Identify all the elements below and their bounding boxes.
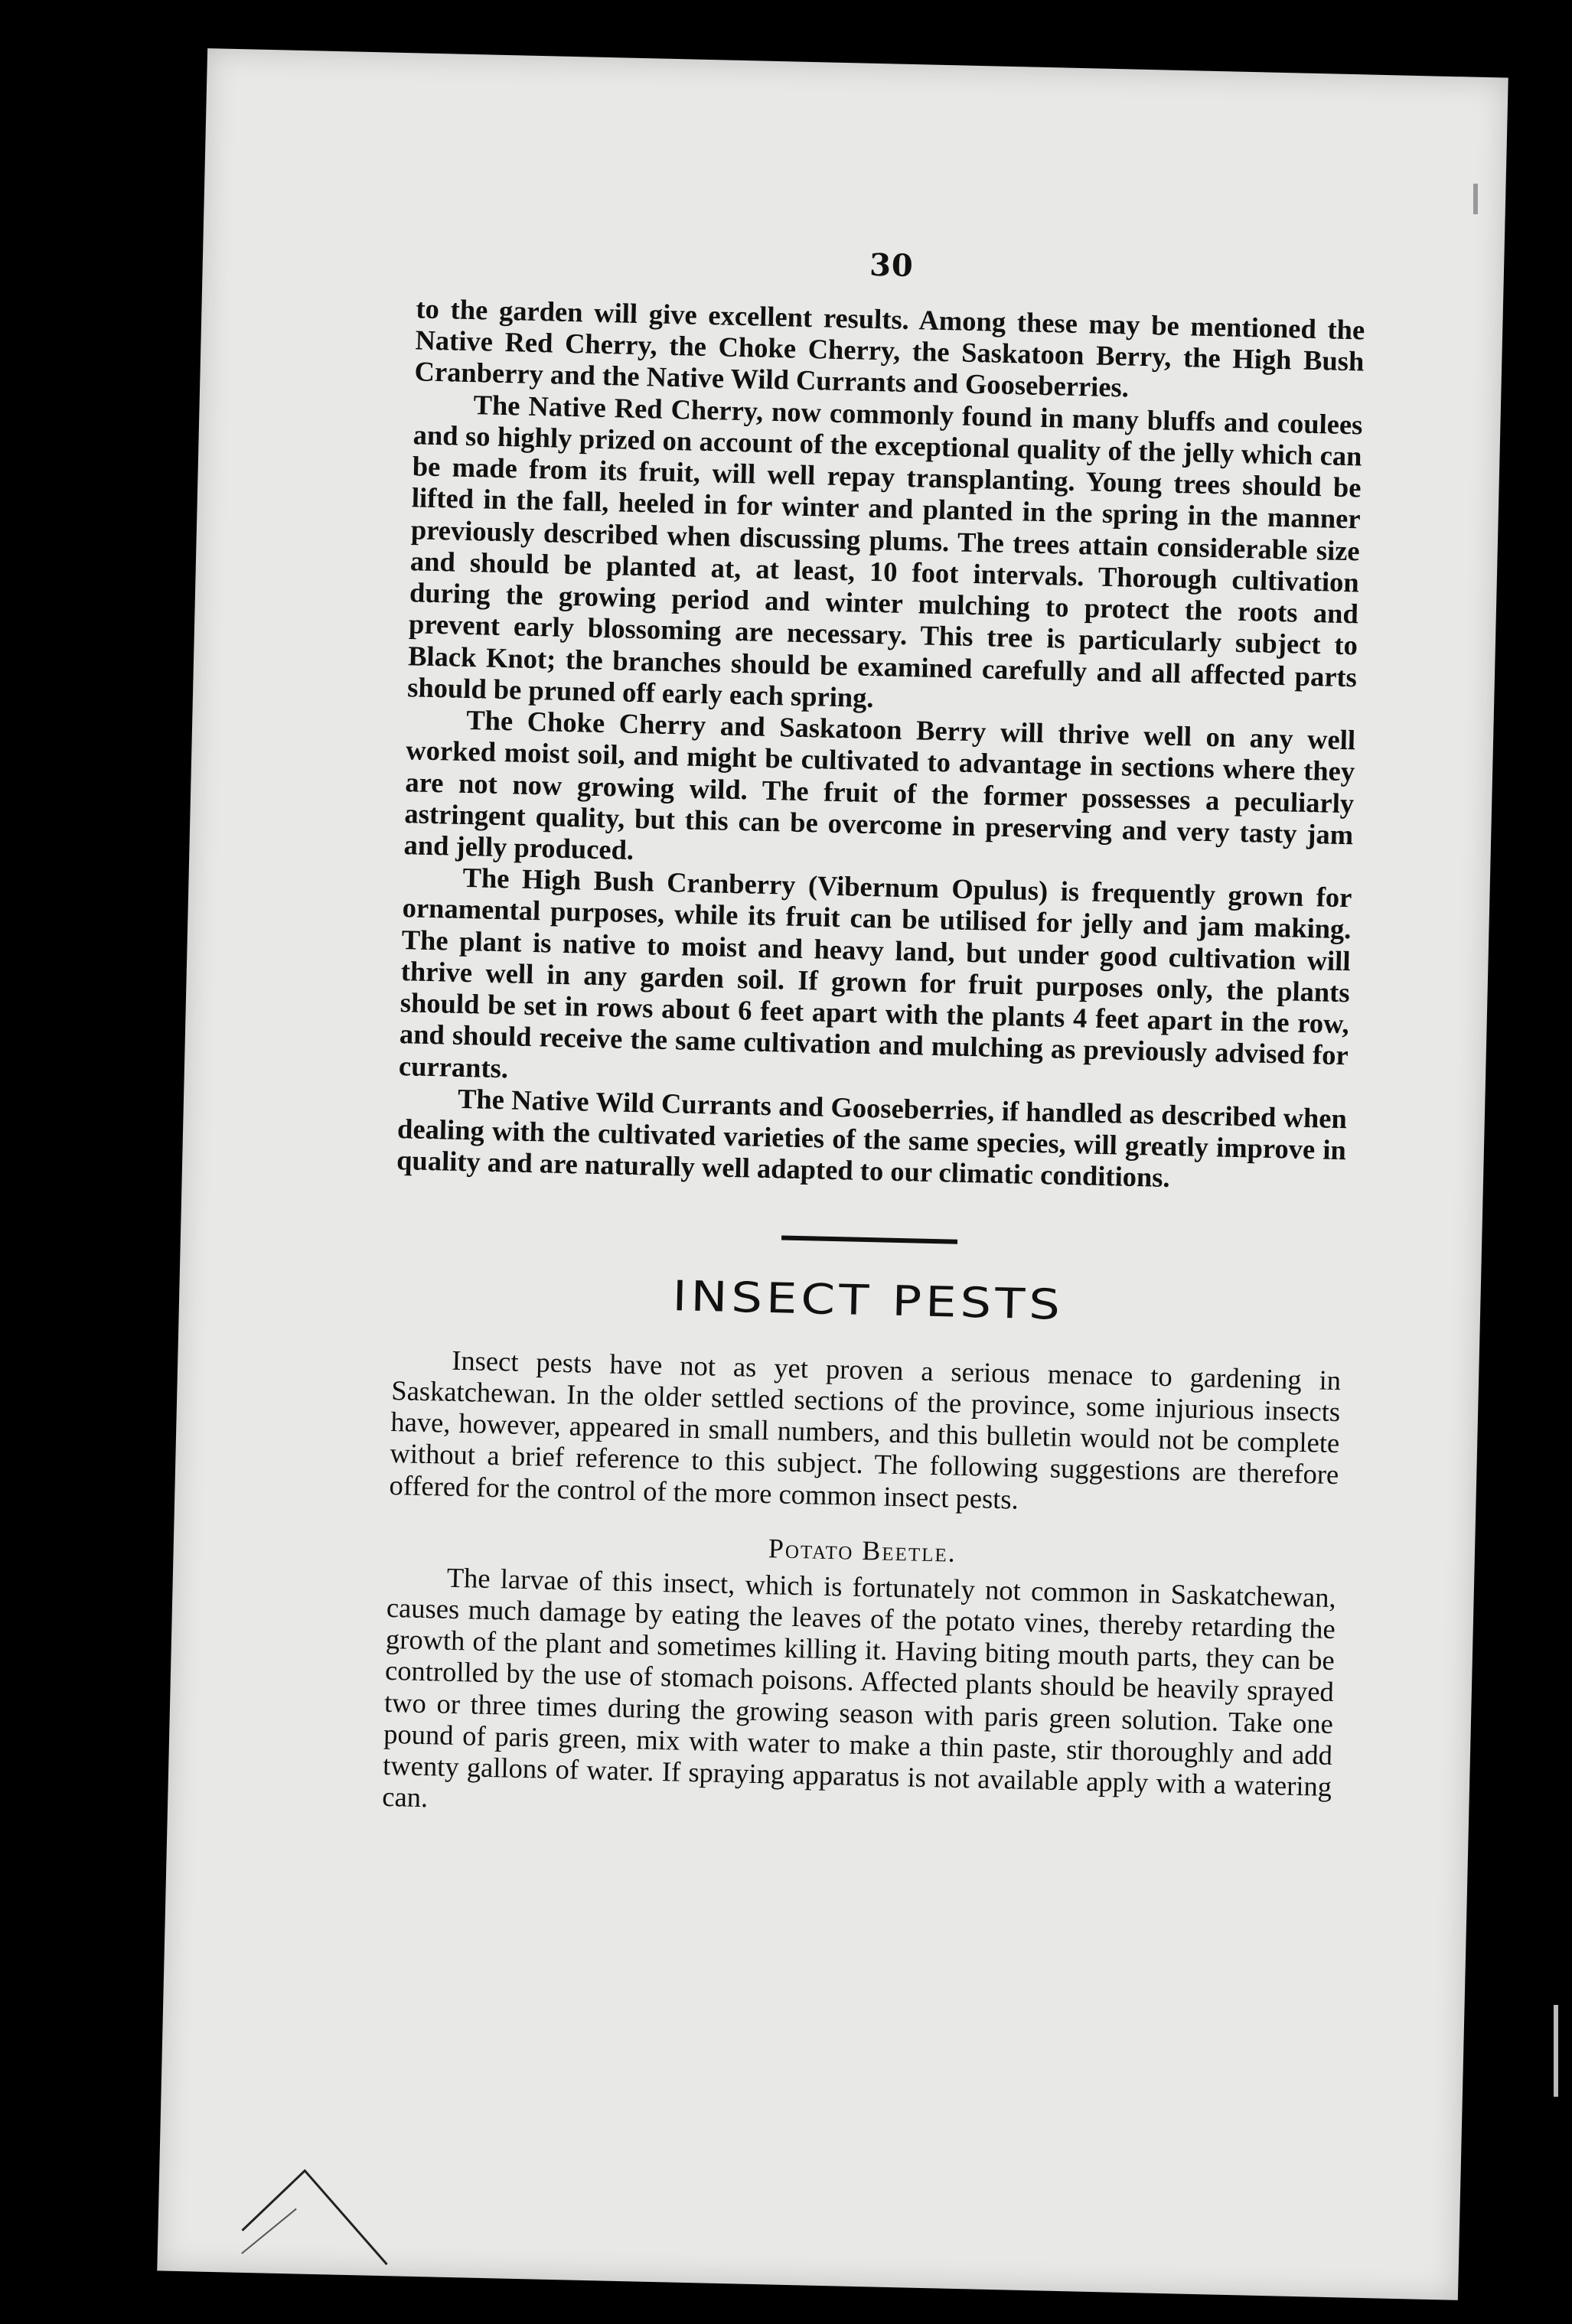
document-page	[157, 48, 1508, 2300]
subheading: Potato Beetle.	[768, 1532, 957, 1568]
subsection-text: The larvae of this insect, which is fortunately not common in Saskatchewan, causes much damage by eating the leaves of the potato vines, thereby retarding the growth of the plant and sometimes killing it. Having biting mouth parts, they can be controlled by the use of stomach poisons. Affected plants should be heavily sprayed two or three times during the growing season with paris green solution. Take one pound of paris green, mix with water to make a thin paste, stir thoroughly and add twenty gallons of water. If spraying apparatus is not available apply with a watering can.	[381, 1561, 1337, 1814]
paragraph-currants: The Native Wild Currants and Gooseberries, if handled as described when dealing with the cultivated varieties of the same species, will greatly improve in quality and are naturally well adapted to our climatic conditions.	[396, 1082, 1348, 1194]
paragraph-choke-cherry: The Choke Cherry and Saskatoon Berry will thrive well on any well worked moist soil, and might be cultivated to advantage in sections where they are not now growing wild. The fruit of the former possesses a peculiarly astringent quality, but this can be overcome in preserving and very tasty jam and jelly produced.	[403, 704, 1356, 865]
section-divider	[781, 1235, 957, 1243]
paragraph-red-cherry: The Native Red Cherry, now commonly found in many bluffs and coulees and so highly prized on account of the exceptional quality of the jelly which can be made from its fruit, will well repay transplanting. Young trees should be lifted in the fall, heeled in for winter and planted in the spring in the manner previously described when discussing plums. The trees attain considerable size and should be planted at, at least, 10 foot intervals. Thorough cultivation during the growing period and winter mulching to protect the roots and prevent early blossoming are necessary. This tree is particularly subject to Black Knot; the branches should be examined carefully and all affected parts should be pruned off early each spring.	[406, 388, 1363, 713]
page-number: 30	[869, 246, 915, 285]
section-intro: Insect pests have not as yet proven a serious menace to gardening in Saskatchewan. In the older settled sections of the province, some injurious insects have, however, appeared in small numbers, and this bulletin would not be complete without a brief reference to this subject. The following suggestions are therefore offered for the control of the more common insect pests.	[389, 1344, 1342, 1515]
paragraph-cranberry: The High Bush Cranberry (Vibernum Opulus) is frequently grown for ornamental purposes, while its fruit can be utilised for jelly and jam making. The plant is native to moist and heavy land, but under good cultivation will thrive well in any garden soil. If grown for fruit purposes only, the plants should be set in rows about 6 feet apart with the plants 4 feet apart in the row, and should receive the same cultivation and mulching as previously advised for currants.	[398, 862, 1352, 1084]
page-content	[382, 236, 1366, 1833]
folded-corner-mark	[233, 2116, 435, 2273]
scan-speck	[1473, 184, 1478, 214]
scan-speck	[1554, 2005, 1558, 2097]
paragraph-intro: to the garden will give excellent results. Among these may be mentioned the Native Red Cherry, the Choke Cherry, the Saskatoon Berry, the High Bush Cranberry and the Native Wild Currants and Gooseberries.	[414, 292, 1365, 403]
section-heading: INSECT PESTS	[671, 1272, 1065, 1329]
